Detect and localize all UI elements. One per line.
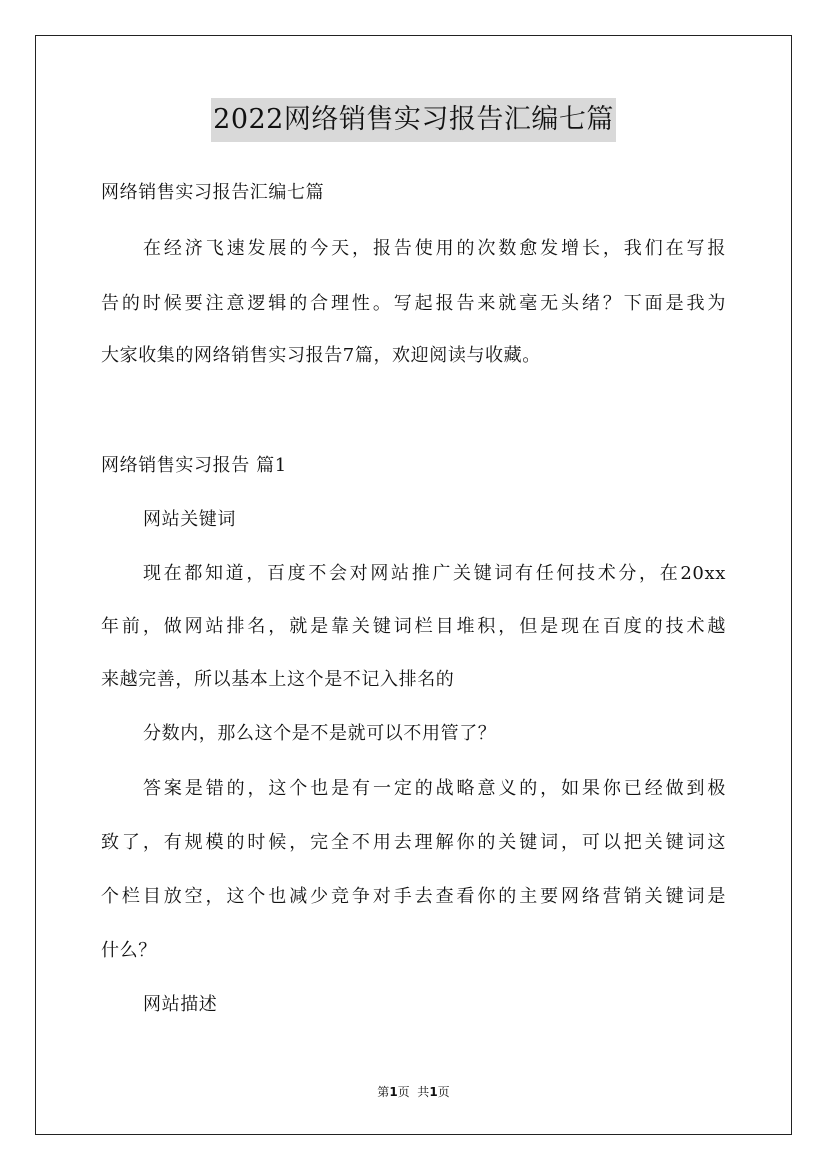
paragraph-line: 现在都知道，百度不会对网站推广关键词有任何技术分，在20xx [143, 563, 726, 584]
intro-line-2: 告的时候要注意逻辑的合理性。写起报告来就毫无头绪？下面是我为 [101, 293, 726, 314]
page-footer [0, 1083, 827, 1101]
paragraph-line: 什么？ [101, 940, 157, 961]
paragraph-line: 来越完善，所以基本上这个是不记入排名的 [101, 669, 455, 690]
paragraph-line: 致了，有规模的时候，完全不用去理解你的关键词，可以把关键词这 [101, 832, 726, 853]
section-heading-1: 网络销售实习报告 篇1 [101, 455, 287, 476]
document-title: 2022网络销售实习报告汇编七篇 [211, 98, 616, 142]
paragraph-heading-description: 网站描述 [143, 994, 218, 1015]
footer-middle: 页 共 [397, 1085, 430, 1099]
paragraph-line: 个栏目放空，这个也减少竞争对手去查看你的主要网络营销关键词是 [101, 886, 726, 907]
paragraph-heading-keywords: 网站关键词 [143, 509, 236, 530]
subtitle-line: 网络销售实习报告汇编七篇 [101, 182, 325, 203]
footer-suffix: 页 [437, 1085, 450, 1099]
paragraph-line: 分数内，那么这个是不是就可以不用管了？ [143, 723, 497, 744]
footer-prefix: 第 [377, 1085, 390, 1099]
title-container [0, 98, 827, 142]
intro-line-1: 在经济飞速发展的今天，报告使用的次数愈发增长，我们在写报 [143, 238, 726, 259]
paragraph-line: 年前，做网站排名，就是靠关键词栏目堆积，但是现在百度的技术越 [101, 616, 726, 637]
footer-page-number: 1 [389, 1085, 398, 1099]
paragraph-line: 答案是错的，这个也是有一定的战略意义的，如果你已经做到极 [143, 778, 726, 799]
intro-line-3: 大家收集的网络销售实习报告7篇，欢迎阅读与收藏。 [101, 345, 541, 366]
footer-total-pages: 1 [429, 1085, 438, 1099]
